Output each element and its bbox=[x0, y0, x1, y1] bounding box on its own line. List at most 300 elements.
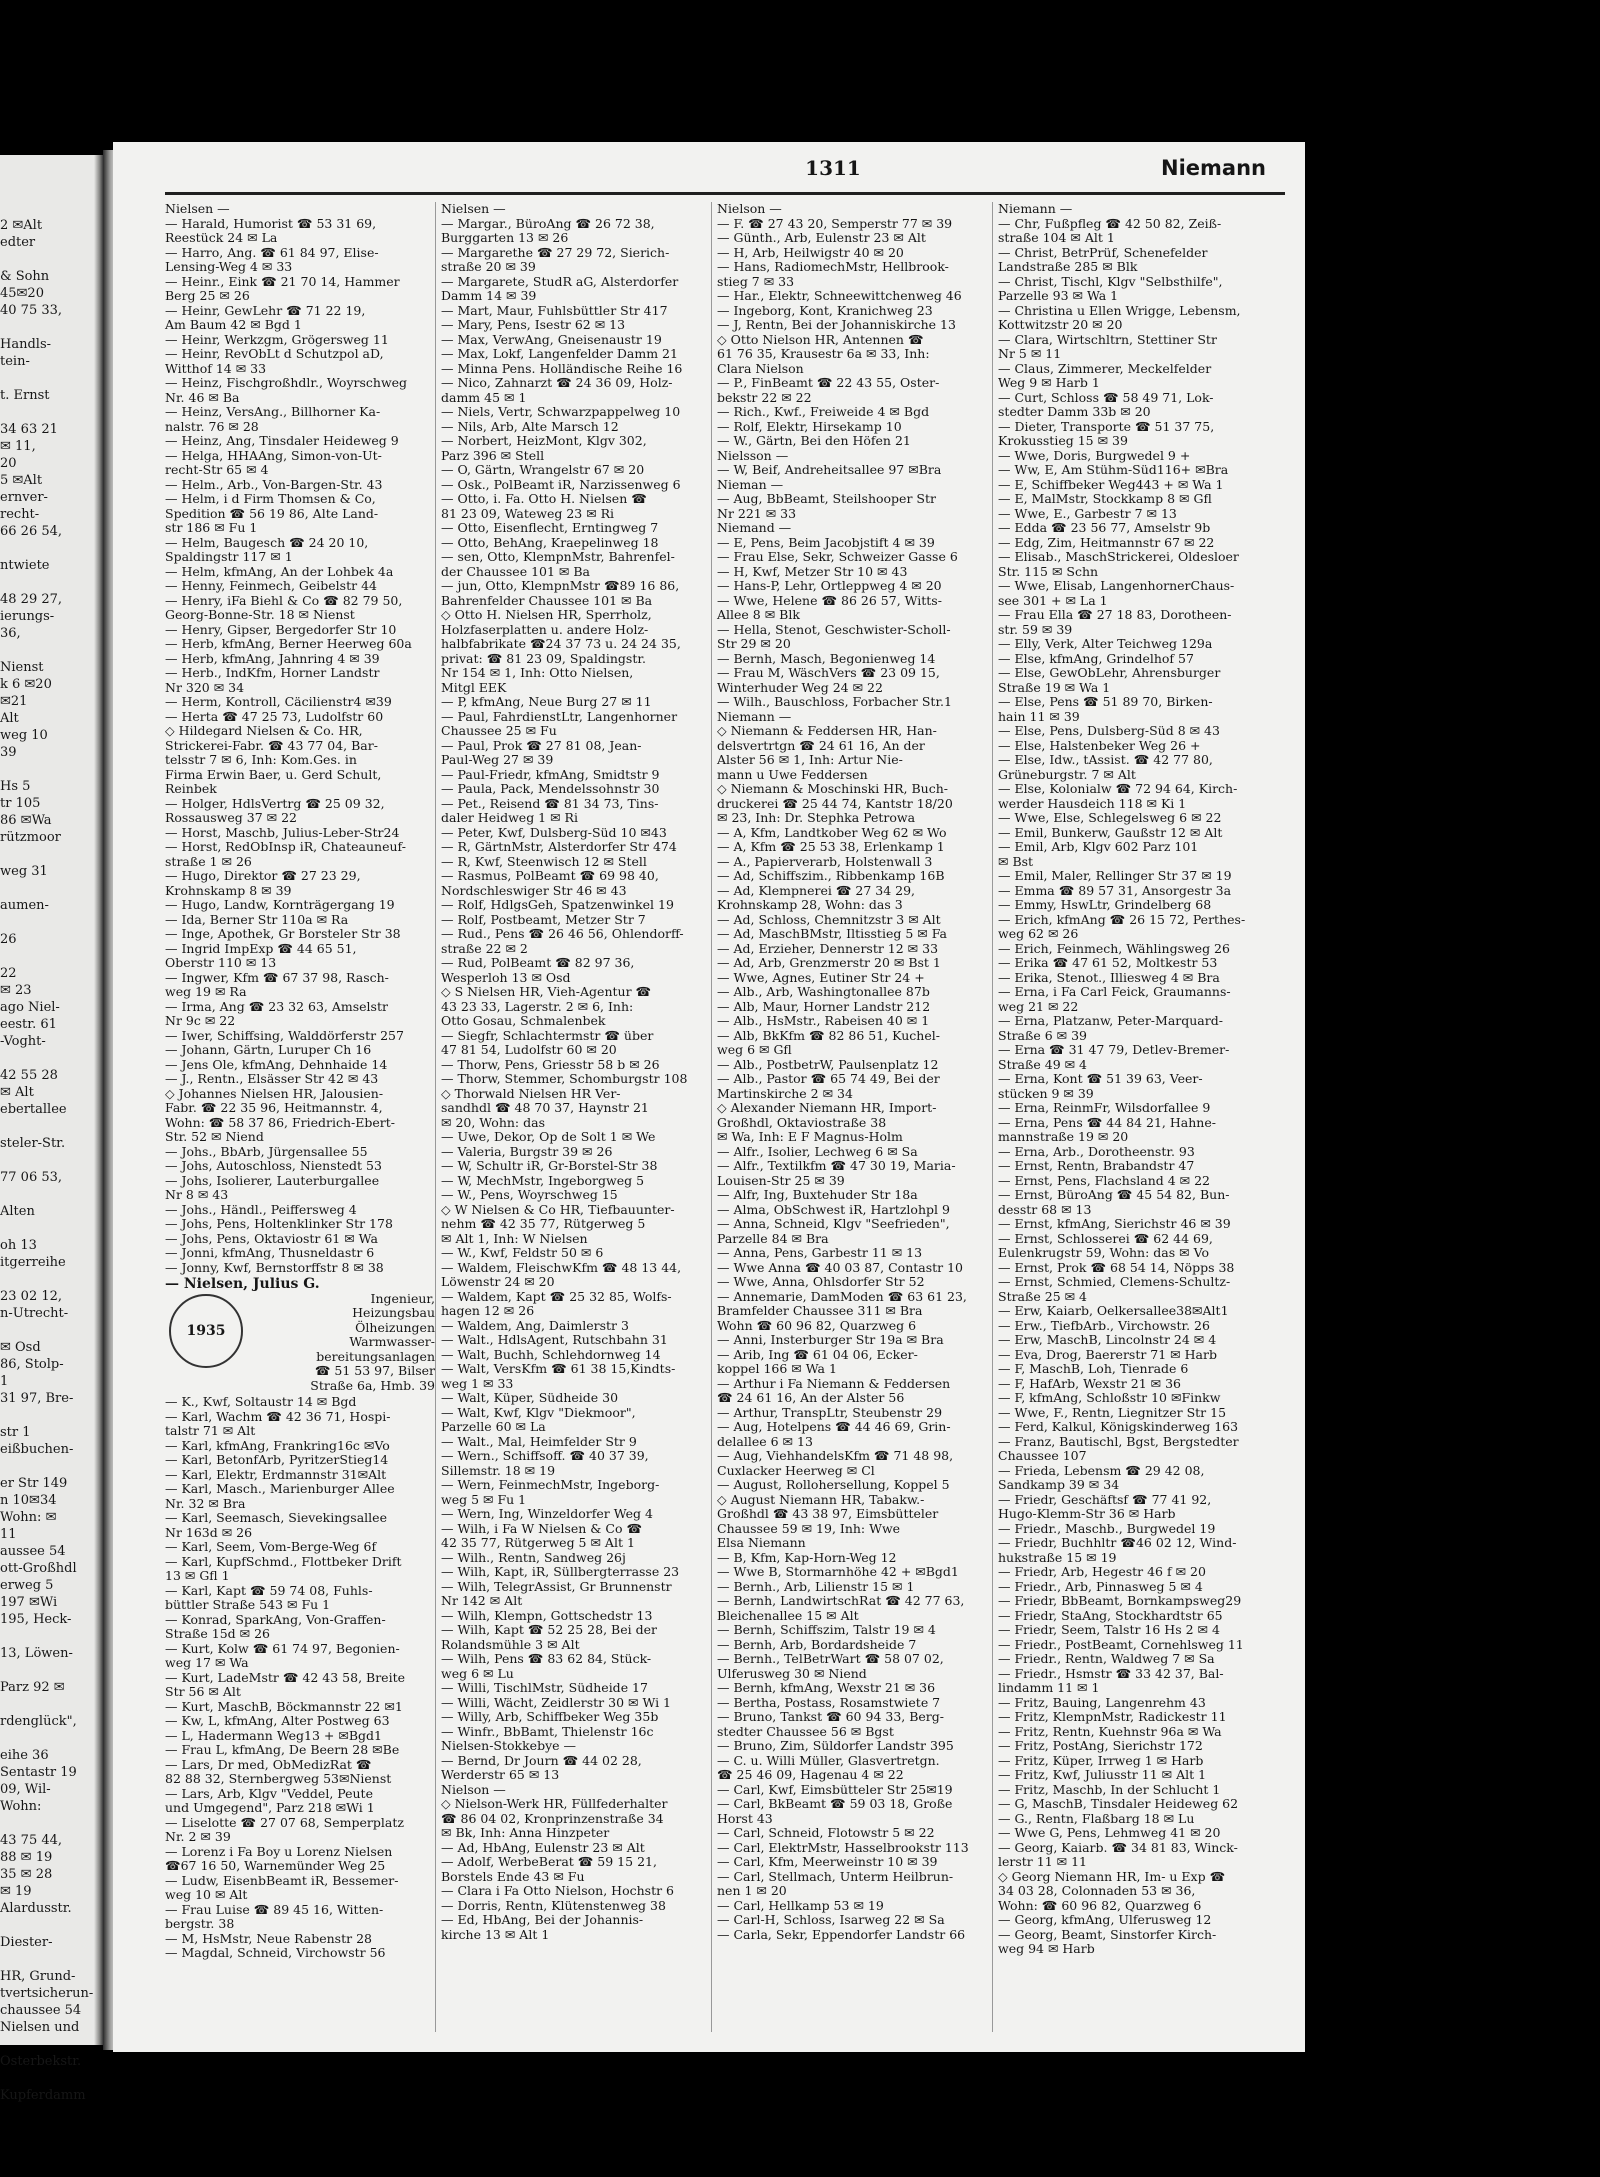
directory-entry-line: — Heinz, Ang, Tinsdaler Heideweg 9 bbox=[165, 433, 399, 448]
directory-entry-line: Weg 9 ✉ Harb 1 bbox=[998, 375, 1100, 390]
left-page-fragment: Alten bbox=[0, 1204, 35, 1219]
left-page-fragment: 20 bbox=[0, 456, 17, 471]
directory-entry-line: — Curt, Schloss ☎ 58 49 71, Lok- bbox=[998, 389, 1214, 405]
directory-entry-line: Wohn ☎ 60 96 82, Quarzweg 6 bbox=[717, 1317, 917, 1333]
directory-entry-line: Straße 19 ✉ Wa 1 bbox=[998, 679, 1111, 695]
left-page-fragment bbox=[0, 251, 100, 268]
directory-entry-line: — Ernst, Schlosserei ☎ 62 44 69, bbox=[998, 1230, 1213, 1246]
directory-entry-line: Horst 43 bbox=[717, 1810, 773, 1826]
directory-entry-line: ◇ Nielson-Werk HR, Füllfederhalter bbox=[441, 1796, 668, 1811]
left-page-edge bbox=[0, 155, 103, 2103]
directory-entry-line: — Ferd, Kalkul, Königskinderweg 163 bbox=[998, 1419, 1239, 1434]
directory-entry-line: — Nico, Zahnarzt ☎ 24 36 09, Holz- bbox=[441, 375, 673, 390]
left-page-fragment: 13, Löwen- bbox=[0, 1646, 73, 1661]
directory-entry-line: — Wwe, Agnes, Eutiner Str 24 + bbox=[717, 969, 925, 985]
directory-entry-line: ✉ Bk, Inh: Anna Hinzpeter bbox=[441, 1825, 610, 1840]
display-entry-line: Ingenieur, bbox=[370, 1290, 435, 1306]
left-page-fragment: Diester- bbox=[0, 1935, 53, 1950]
directory-entry-line: — Fritz, Maschb, In der Schlucht 1 bbox=[998, 1781, 1221, 1797]
directory-entry-line: — Karl, Elektr, Erdmannstr 31✉Alt bbox=[165, 1466, 387, 1482]
directory-entry-line: Georg-Bonne-Str. 18 ✉ Nienst bbox=[165, 607, 355, 622]
left-page-fragment: edter bbox=[0, 235, 36, 250]
directory-entry-line: — G., Rentn, Flaßbarg 18 ✉ Lu bbox=[998, 1810, 1195, 1826]
left-page-fragment: ✉21 bbox=[0, 694, 28, 709]
directory-entry-line: — Bernh, Arb, Bordardsheide 7 bbox=[717, 1636, 917, 1652]
directory-entry-line: — Ad, MaschBMstr, Iltisstieg 5 ✉ Fa bbox=[717, 926, 947, 941]
directory-entry-line: talstr 71 ✉ Alt bbox=[165, 1423, 256, 1438]
directory-entry-line: nen 1 ✉ 20 bbox=[717, 1883, 787, 1898]
directory-entry-line: — Chr, Fußpfleg ☎ 42 50 82, Zeiß- bbox=[998, 215, 1222, 231]
directory-entry-line: — Emma ☎ 89 57 31, Ansorgestr 3a bbox=[998, 882, 1232, 898]
directory-column-3 bbox=[717, 202, 987, 1942]
directory-entry-line: — Bernh., TelBetrWart ☎ 58 07 02, bbox=[717, 1651, 944, 1666]
directory-entry-line: — F, kfmAng, Schloßstr 10 ✉Finkw bbox=[998, 1390, 1221, 1405]
display-entry-line: Straße 6a, Hmb. 39 bbox=[310, 1377, 435, 1393]
directory-entry-line: Martinskirche 2 ✉ 34 bbox=[717, 1085, 853, 1101]
surname-heading: Niemann — bbox=[998, 201, 1073, 216]
directory-entry-line: — E, Schiffbeker Weg443 + ✉ Wa 1 bbox=[998, 476, 1224, 492]
directory-entry-line: — Friedr, Buchhltr ☎46 02 12, Wind- bbox=[998, 1535, 1237, 1550]
directory-entry-line: — Alb., Pastor ☎ 65 74 49, Bei der bbox=[717, 1071, 940, 1086]
directory-entry-line: Nr 163d ✉ 26 bbox=[165, 1524, 253, 1540]
directory-entry-line: — Bernh, LandwirtschRat ☎ 42 77 63, bbox=[717, 1593, 965, 1608]
left-page-fragment: rdenglück", bbox=[0, 1714, 77, 1729]
left-page-gutter-shadow bbox=[94, 155, 103, 2045]
directory-entry-line: — Friedr, StaAng, Stockhardtstr 65 bbox=[998, 1607, 1223, 1623]
directory-entry-line: — Willi, Wächt, Zeidlerstr 30 ✉ Wi 1 bbox=[441, 1694, 671, 1710]
directory-entry-line: — Iwer, Schiffsing, Walddörferstr 257 bbox=[165, 1027, 404, 1043]
directory-entry-line: Str. 52 ✉ Niend bbox=[165, 1129, 264, 1144]
display-entry-line: ☎ 51 53 97, Bilser bbox=[314, 1363, 435, 1378]
left-page-fragment bbox=[0, 1917, 100, 1934]
directory-entry-line: — Rasmus, PolBeamt ☎ 69 98 40, bbox=[441, 868, 659, 883]
left-page-fragment: aussee 54 bbox=[0, 1544, 66, 1559]
surname-heading: Niemann — bbox=[717, 708, 792, 724]
directory-entry-line: ◇ Johannes Nielsen HR, Jalousien- bbox=[165, 1085, 384, 1101]
left-page-fragment bbox=[0, 1458, 100, 1475]
directory-entry-line: lindamm 11 ✉ 1 bbox=[998, 1680, 1100, 1695]
directory-entry-line: — Alfr, Ing, Buxtehuder Str 18a bbox=[717, 1187, 918, 1202]
directory-entry-line: Landstraße 285 ✉ Blk bbox=[998, 259, 1138, 274]
directory-entry-line: — Alb., Arb, Washingtonallee 87b bbox=[717, 984, 930, 999]
left-page-fragment bbox=[0, 2070, 100, 2087]
left-page-fragment: ✉ 19 bbox=[0, 1884, 32, 1899]
directory-entry-line: — Walt, Kwf, Klgv "Diekmoor", bbox=[441, 1404, 636, 1420]
directory-entry-line: Wesperloh 13 ✉ Osd bbox=[441, 969, 571, 985]
directory-entry-line: — Clara i Fa Otto Nielson, Hochstr 6 bbox=[441, 1883, 674, 1898]
directory-entry-line: — Friedr, BbBeamt, Bornkampsweg29 bbox=[998, 1593, 1242, 1608]
directory-entry-line: — H, Kwf, Metzer Str 10 ✉ 43 bbox=[717, 563, 908, 579]
directory-entry-line: — Johann, Gärtn, Luruper Ch 16 bbox=[165, 1042, 372, 1057]
directory-entry-line: Burggarten 13 ✉ 26 bbox=[441, 230, 569, 245]
directory-entry-line: — Walt., Mal, Heimfelder Str 9 bbox=[441, 1433, 637, 1449]
directory-entry-line: Nr. 46 ✉ Ba bbox=[165, 389, 240, 405]
left-page-fragment: 11 bbox=[0, 1527, 17, 1542]
directory-entry-line: — Frau L, kfmAng, De Beern 28 ✉Be bbox=[165, 1742, 400, 1757]
directory-entry-line: — Minna Pens. Holländische Reihe 16 bbox=[441, 360, 683, 376]
directory-entry-line: — Erna, ReinmFr, Wilsdorfallee 9 bbox=[998, 1100, 1211, 1115]
directory-entry-line: Parzelle 84 ✉ Bra bbox=[717, 1230, 829, 1246]
directory-entry-line: recht-Str 65 ✉ 4 bbox=[165, 462, 269, 477]
display-entry bbox=[165, 1277, 435, 1393]
directory-entry-line: — Frau Ella ☎ 27 18 83, Dorotheen- bbox=[998, 607, 1232, 622]
directory-entry-line: — Carl, Kwf, Eimsbütteler Str 25✉19 bbox=[717, 1781, 953, 1797]
left-page-fragment bbox=[0, 880, 100, 897]
left-page-fragment: n 10✉34 bbox=[0, 1493, 57, 1508]
left-page-fragment bbox=[0, 1271, 100, 1288]
directory-entry-line: Wohn: ☎ 60 96 82, Quarzweg 6 bbox=[998, 1897, 1202, 1913]
directory-entry-line: Spaldingstr 117 ✉ 1 bbox=[165, 549, 293, 564]
directory-entry-line: — Erw, MaschB, Lincolnstr 24 ✉ 4 bbox=[998, 1332, 1217, 1347]
directory-entry-line: — Else, GewObLehr, Ahrensburger bbox=[998, 665, 1221, 680]
directory-entry-line: Parzelle 93 ✉ Wa 1 bbox=[998, 288, 1119, 303]
left-page-fragment: tein- bbox=[0, 354, 30, 369]
directory-entry-line: — Carl, Hellkamp 53 ✉ 19 bbox=[717, 1897, 884, 1913]
directory-entry-line: — Thorw, Stemmer, Schomburgstr 108 bbox=[441, 1071, 688, 1086]
directory-entry-line: — W., Pens, Woyrschweg 15 bbox=[441, 1187, 618, 1202]
directory-entry-line: Chaussee 107 bbox=[998, 1448, 1087, 1463]
directory-entry-line: stücken 9 ✉ 39 bbox=[998, 1085, 1094, 1101]
left-page-fragment: 48 29 27, bbox=[0, 592, 63, 607]
left-page-fragment: Osterbekstr. bbox=[0, 2054, 82, 2069]
directory-entry-line: Strickerei-Fabr. ☎ 43 77 04, Bar- bbox=[165, 737, 378, 753]
directory-entry-line: — Friedr., PostBeamt, Cornehlsweg 11 bbox=[998, 1636, 1244, 1652]
directory-entry-line: — Margarete, StudR aG, Alsterdorfer bbox=[441, 273, 679, 289]
directory-entry-line: — Helga, HHAAng, Simon-von-Ut- bbox=[165, 447, 382, 463]
display-entry-line: Ölheizungen bbox=[355, 1319, 435, 1335]
left-page-fragment bbox=[0, 846, 100, 863]
directory-entry-line: — Aug, Hotelpens ☎ 44 46 69, Grin- bbox=[717, 1419, 951, 1434]
left-page-fragment: Wohn: ✉ bbox=[0, 1510, 57, 1525]
left-page-fragment: 43 75 44, bbox=[0, 1833, 63, 1848]
directory-entry-line: ☎67 16 50, Warnemünder Weg 25 bbox=[165, 1858, 386, 1873]
surname-heading: Nielsen-Stokkebye — bbox=[441, 1738, 577, 1753]
directory-entry-line: — Alb, BkKfm ☎ 82 86 51, Kuchel- bbox=[717, 1027, 940, 1043]
directory-entry-line: — Else, Idw., tAssist. ☎ 42 77 80, bbox=[998, 752, 1213, 767]
directory-entry-line: Straße 15d ✉ 26 bbox=[165, 1626, 270, 1641]
display-entry-line: Warmwasser- bbox=[349, 1334, 435, 1349]
directory-entry-line: Grüneburgstr. 7 ✉ Alt bbox=[998, 766, 1136, 782]
left-page-fragment: Kupferdamm bbox=[0, 2088, 86, 2103]
directory-entry-line: — sen, Otto, KlempnMstr, Bahrenfel- bbox=[441, 549, 675, 564]
left-page-fragment: eestr. 61 bbox=[0, 1017, 57, 1032]
directory-entry-line: Nr 9c ✉ 22 bbox=[165, 1013, 236, 1028]
directory-entry-line: — Waldem, Ang, Daimlerstr 3 bbox=[441, 1317, 629, 1333]
directory-entry-line: — Erich, kfmAng ☎ 26 15 72, Perthes- bbox=[998, 911, 1246, 927]
directory-entry-line: Nr 8 ✉ 43 bbox=[165, 1187, 229, 1202]
directory-entry-line: ✉ Alt 1, Inh: W Nielsen bbox=[441, 1230, 588, 1246]
directory-entry-line: — Carl, Schneid, Flotowstr 5 ✉ 22 bbox=[717, 1825, 935, 1840]
directory-entry-line: — Bernh, Schiffszim, Talstr 19 ✉ 4 bbox=[717, 1622, 936, 1637]
directory-entry-line: Chaussee 25 ✉ Fu bbox=[441, 723, 557, 738]
directory-entry-line: ✉ Bst bbox=[998, 853, 1034, 869]
left-page-fragment: Nienst bbox=[0, 660, 44, 675]
directory-entry-line: — Ad, Klempnerei ☎ 27 34 29, bbox=[717, 882, 916, 898]
directory-entry-line: — Heinr, RevObLt d Schutzpol aD, bbox=[165, 346, 384, 361]
directory-entry-line: Nr 154 ✉ 1, Inh: Otto Nielsen, bbox=[441, 665, 634, 680]
directory-entry-line: — Carl-H, Schloss, Isarweg 22 ✉ Sa bbox=[717, 1912, 945, 1927]
left-page-fragment: n-Utrecht- bbox=[0, 1306, 69, 1321]
directory-entry-line: — Wilh, Pens ☎ 83 62 84, Stück- bbox=[441, 1651, 652, 1666]
surname-heading: Nielsson — bbox=[717, 447, 789, 463]
directory-entry-line: Bleichenallee 15 ✉ Alt bbox=[717, 1607, 859, 1623]
left-page-fragment: 2 ✉Alt bbox=[0, 218, 43, 233]
directory-entry-line: — Friedr., Hsmstr ☎ 33 42 37, Bal- bbox=[998, 1665, 1224, 1681]
left-page-fragment: 197 ✉Wi bbox=[0, 1595, 58, 1610]
directory-entry-line: 42 35 77, Rütgerweg 5 ✉ Alt 1 bbox=[441, 1535, 635, 1550]
directory-entry-line: Hugo-Klemm-Str 36 ✉ Harb bbox=[998, 1506, 1176, 1521]
surname-heading: Nieman — bbox=[717, 476, 784, 492]
left-page-text bbox=[0, 217, 100, 2104]
left-page-fragment: aumen- bbox=[0, 898, 49, 913]
directory-entry-line: — Else, kfmAng, Grindelhof 57 bbox=[998, 650, 1194, 666]
directory-entry-line: — Wwe, E., Garbestr 7 ✉ 13 bbox=[998, 505, 1177, 521]
left-page-fragment: 23 02 12, bbox=[0, 1289, 63, 1304]
directory-entry-line: — Ingwer, Kfm ☎ 67 37 98, Rasch- bbox=[165, 969, 389, 985]
directory-entry-line: — Karl, KupfSchmd., Flottbeker Drift bbox=[165, 1553, 402, 1569]
left-page-fragment: 1 bbox=[0, 1374, 9, 1389]
directory-entry-line: — Friedr, Arb, Hegestr 46 f ✉ 20 bbox=[998, 1564, 1206, 1579]
directory-entry-line: — Fritz, Bauing, Langenrehm 43 bbox=[998, 1694, 1206, 1710]
directory-entry-line: — Johs., Händl., Peiffersweg 4 bbox=[165, 1201, 357, 1217]
left-page-fragment: t. Ernst bbox=[0, 388, 50, 403]
directory-entry-line: — M, HsMstr, Neue Rabenstr 28 bbox=[165, 1930, 372, 1946]
left-page-fragment: -Voght- bbox=[0, 1034, 46, 1049]
left-page-fragment bbox=[0, 1407, 100, 1424]
directory-entry-line: — Friedr., Maschb., Burgwedel 19 bbox=[998, 1520, 1216, 1536]
directory-entry-line: — Norbert, HeizMont, Klgv 302, bbox=[441, 433, 647, 448]
directory-entry-line: — L, Hadermann Weg13 + ✉Bgd1 bbox=[165, 1727, 382, 1743]
directory-entry-line: — Har., Elektr, Schneewittchenweg 46 bbox=[717, 288, 962, 303]
directory-entry-line: — Otto, Eisenflecht, Erntingweg 7 bbox=[441, 520, 659, 535]
left-page-fragment bbox=[0, 1050, 100, 1067]
directory-entry-line: — Arthur, TranspLtr, Steubenstr 29 bbox=[717, 1404, 943, 1420]
directory-entry-line: — Erika, Stenot., Illiesweg 4 ✉ Bra bbox=[998, 969, 1220, 985]
directory-entry-line: — Wwe Anna ☎ 40 03 87, Contastr 10 bbox=[717, 1259, 964, 1275]
column-divider bbox=[711, 202, 712, 2032]
directory-entry-line: — Wilh., Bauschloss, Forbacher Str.1 bbox=[717, 694, 952, 709]
directory-entry-line: — Georg, kfmAng, Ulferusweg 12 bbox=[998, 1912, 1212, 1927]
directory-entry-line: Rossausweg 37 ✉ 22 bbox=[165, 810, 297, 825]
directory-entry-line: — Herb, kfmAng, Berner Heerweg 60a bbox=[165, 636, 412, 651]
directory-entry-line: — Erna, i Fa Carl Feick, Graumanns- bbox=[998, 984, 1231, 999]
directory-entry-line: — Harro, Ang. ☎ 61 84 97, Elise- bbox=[165, 244, 379, 260]
directory-entry-line: — A., Papierverarb, Holstenwall 3 bbox=[717, 853, 933, 869]
directory-entry-line: — Ludw, EisenbBeamt iR, Bessemer- bbox=[165, 1872, 399, 1888]
directory-entry-line: weg 17 ✉ Wa bbox=[165, 1655, 249, 1670]
left-page-fragment: weg 10 bbox=[0, 728, 48, 743]
directory-entry-line: — Thorw, Pens, Griesstr 58 b ✉ 26 bbox=[441, 1056, 660, 1072]
directory-entry-line: — Mart, Maur, Fuhlsbüttler Str 417 bbox=[441, 302, 668, 318]
directory-entry-line: — B, Kfm, Kap-Horn-Weg 12 bbox=[717, 1549, 897, 1565]
directory-entry-line: — Alfr., Textilkfm ☎ 47 30 19, Maria- bbox=[717, 1158, 956, 1173]
directory-entry-line: — Johs, Isolierer, Lauterburgallee bbox=[165, 1172, 380, 1188]
directory-entry-line: — O, Gärtn, Wrangelstr 67 ✉ 20 bbox=[441, 462, 645, 477]
directory-entry-line: ◇ August Niemann HR, Tabakw.- bbox=[717, 1491, 925, 1507]
left-page-fragment: 36, bbox=[0, 626, 21, 641]
directory-entry-line: — Ad, HbAng, Eulenstr 23 ✉ Alt bbox=[441, 1839, 645, 1855]
left-page-fragment: ✉ 23 bbox=[0, 983, 32, 998]
directory-entry-line: — Walt, VersKfm ☎ 61 38 15,Kindts- bbox=[441, 1361, 676, 1376]
directory-entry-line: — Jens Ole, kfmAng, Dehnhaide 14 bbox=[165, 1056, 388, 1072]
directory-entry-line: Löwenstr 24 ✉ 20 bbox=[441, 1274, 555, 1289]
directory-entry-line: Krohnskamp 28, Wohn: das 3 bbox=[717, 897, 903, 912]
left-page-fragment bbox=[0, 1951, 100, 1968]
directory-entry-line: — Erna, Platzanw, Peter-Marquard- bbox=[998, 1013, 1223, 1028]
left-page-fragment: weg 31 bbox=[0, 864, 48, 879]
directory-entry-line: — Niels, Vertr, Schwarzpappelweg 10 bbox=[441, 404, 681, 419]
directory-entry-line: — Frau Luise ☎ 89 45 16, Witten- bbox=[165, 1901, 384, 1917]
left-page-fragment bbox=[0, 540, 100, 557]
surname-heading: Nielsen — bbox=[441, 201, 506, 216]
directory-entry-line: — Helm., Arb., Von-Bargen-Str. 43 bbox=[165, 476, 383, 492]
directory-entry-line: — Paul-Friedr, kfmAng, Smidtstr 9 bbox=[441, 766, 660, 782]
directory-entry-line: — J, Rentn, Bei der Johanniskirche 13 bbox=[717, 317, 956, 332]
left-page-fragment: ntwiete bbox=[0, 558, 50, 573]
directory-entry-line: — Kurt, Kolw ☎ 61 74 97, Begonien- bbox=[165, 1640, 400, 1656]
directory-entry-line: ☎ 25 46 09, Hagenau 4 ✉ 22 bbox=[717, 1767, 904, 1782]
directory-entry-line: Allee 8 ✉ Blk bbox=[717, 607, 800, 622]
directory-entry-line: stieg 7 ✉ 33 bbox=[717, 273, 795, 289]
directory-entry-line: — Ernst, Rentn, Brabandstr 47 bbox=[998, 1158, 1195, 1173]
directory-entry-line: ✉ Wa, Inh: E F Magnus-Holm bbox=[717, 1129, 903, 1144]
left-page-fragment: eißbuchen- bbox=[0, 1442, 74, 1457]
directory-entry-line: — W, Beif, Andreheitsallee 97 ✉Bra bbox=[717, 462, 942, 477]
left-page-fragment: oh 13 bbox=[0, 1238, 37, 1253]
left-page-fragment: 5 ✉Alt bbox=[0, 473, 43, 488]
directory-entry-line: Str 56 ✉ Alt bbox=[165, 1684, 241, 1699]
directory-entry-line: Nordschleswiger Str 46 ✉ 43 bbox=[441, 882, 627, 898]
left-page-fragment: 77 06 53, bbox=[0, 1170, 63, 1185]
directory-entry-line: — Osk., PolBeamt iR, Narzissenweg 6 bbox=[441, 476, 681, 492]
directory-entry-line: — Rich., Kwf., Freiweide 4 ✉ Bgd bbox=[717, 404, 930, 419]
directory-entry-line: — F, HafArb, Wexstr 21 ✉ 36 bbox=[998, 1375, 1181, 1391]
directory-entry-line: Nr 142 ✉ Alt bbox=[441, 1593, 523, 1608]
directory-entry-line: Spedition ☎ 56 19 86, Alte Land- bbox=[165, 505, 379, 521]
surname-heading: Nielson — bbox=[717, 201, 782, 216]
directory-entry-line: — F, MaschB, Loh, Tienrade 6 bbox=[998, 1361, 1189, 1376]
directory-entry-line: Wohn: ☎ 58 37 86, Friedrich-Ebert- bbox=[165, 1114, 396, 1130]
left-page-fragment bbox=[0, 1662, 100, 1679]
directory-entry-line: — Bertha, Postass, Rosamstwiete 7 bbox=[717, 1694, 941, 1710]
directory-entry-line: stedter Damm 33b ✉ 20 bbox=[998, 404, 1151, 419]
left-page-fragment bbox=[0, 1730, 100, 1747]
directory-entry-line: — Rud, PolBeamt ☎ 82 97 36, bbox=[441, 955, 635, 970]
left-page-fragment: Parz 92 ✉ bbox=[0, 1680, 65, 1695]
directory-entry-line: — Erna ☎ 31 47 79, Detlev-Bremer- bbox=[998, 1042, 1230, 1057]
directory-entry-line: — Frieda, Lebensm ☎ 29 42 08, bbox=[998, 1462, 1205, 1478]
directory-entry-line: — Herb., IndKfm, Horner Landstr bbox=[165, 665, 380, 680]
directory-entry-line: — Horst, Maschb, Julius-Leber-Str24 bbox=[165, 824, 400, 840]
directory-entry-line: — H, Arb, Heilwigstr 40 ✉ 20 bbox=[717, 244, 904, 260]
directory-entry-line: Fabr. ☎ 22 35 96, Heitmannstr. 4, bbox=[165, 1100, 383, 1115]
directory-entry-line: — Wern, Ing, Winzeldorfer Weg 4 bbox=[441, 1506, 653, 1521]
directory-entry-line: — Karl, kfmAng, Frankring16c ✉Vo bbox=[165, 1437, 390, 1453]
directory-entry-line: hain 11 ✉ 39 bbox=[998, 708, 1080, 724]
left-page-fragment: 40 75 33, bbox=[0, 303, 63, 318]
left-page-fragment: 195, Heck- bbox=[0, 1612, 72, 1627]
directory-entry-line: weg 21 ✉ 22 bbox=[998, 998, 1079, 1014]
directory-entry-line: delallee 6 ✉ 13 bbox=[717, 1433, 813, 1449]
directory-entry-line: — Pet., Reisend ☎ 81 34 73, Tins- bbox=[441, 795, 659, 811]
directory-entry-line: — Waldem, FleischwKfm ☎ 48 13 44, bbox=[441, 1259, 682, 1275]
directory-entry-line: — Karl, Masch., Marienburger Allee bbox=[165, 1481, 395, 1496]
directory-entry-line: — Ingeborg, Kont, Kranichweg 23 bbox=[717, 302, 933, 318]
directory-entry-line: — Anna, Schneid, Klgv "Seefrieden", bbox=[717, 1216, 950, 1231]
directory-entry-line: — Kurt, MaschB, Böckmannstr 22 ✉1 bbox=[165, 1698, 403, 1714]
directory-entry-line: — Hans, RadiomechMstr, Hellbrook- bbox=[717, 259, 949, 274]
directory-entry-line: — Ernst, kfmAng, Sierichstr 46 ✉ 39 bbox=[998, 1216, 1231, 1231]
directory-entry-line: Borstels Ende 43 ✉ Fu bbox=[441, 1868, 585, 1884]
left-page-fragment: 86 ✉Wa bbox=[0, 813, 52, 828]
directory-entry-line: — Erna, Arb., Dorotheenstr. 93 bbox=[998, 1143, 1195, 1159]
directory-entry-line: Großhdl ☎ 43 38 97, Eimsbütteler bbox=[717, 1506, 939, 1521]
directory-entry-line: — Aug, ViehhandelsKfm ☎ 71 48 98, bbox=[717, 1448, 954, 1463]
directory-entry-line: — Arthur i Fa Niemann & Feddersen bbox=[717, 1375, 951, 1391]
directory-entry-line: — Wilh, i Fa W Nielsen & Co ☎ bbox=[441, 1520, 643, 1536]
directory-entry-line: — Christ, BetrPrüf, Schenefelder bbox=[998, 244, 1208, 260]
directory-entry-line: — Christ, Tischl, Klgv "Selbsthilfe", bbox=[998, 273, 1223, 289]
directory-entry-line: — Rud., Pens ☎ 26 46 56, Ohlendorff- bbox=[441, 926, 684, 941]
directory-entry-line: — Fritz, Rentn, Kuehnstr 96a ✉ Wa bbox=[998, 1723, 1222, 1739]
directory-entry-line: — Wilh, Klempn, Gottschedstr 13 bbox=[441, 1607, 653, 1623]
directory-entry-line: — A, Kfm ☎ 25 53 38, Erlenkamp 1 bbox=[717, 839, 945, 854]
column-divider bbox=[992, 202, 993, 2032]
directory-entry-line: — Paul, FahrdienstLtr, Langenhorner bbox=[441, 708, 678, 724]
surname-heading: Niemand — bbox=[717, 520, 792, 535]
directory-entry-line: — Ad, Arb, Grenzmerstr 20 ✉ Bst 1 bbox=[717, 955, 941, 970]
directory-entry-line: straße 22 ✉ 2 bbox=[441, 940, 528, 956]
directory-entry-line: — Alfr., Isolier, Lechweg 6 ✉ Sa bbox=[717, 1143, 918, 1159]
directory-entry-line: — Otto, i. Fa. Otto H. Nielsen ☎ bbox=[441, 491, 647, 506]
directory-entry-line: — Wwe, Elisab, LangenhornerChaus- bbox=[998, 578, 1235, 593]
left-page-fragment: chaussee 54 bbox=[0, 2003, 82, 2018]
directory-entry-line: str 186 ✉ Fu 1 bbox=[165, 520, 258, 535]
directory-entry-line: — Fritz, Küper, Irrweg 1 ✉ Harb bbox=[998, 1752, 1204, 1768]
directory-entry-line: Alster 56 ✉ 1, Inh: Artur Nie- bbox=[717, 752, 903, 767]
directory-page bbox=[113, 142, 1305, 2052]
directory-entry-line: — Ernst, BüroAng ☎ 45 54 82, Bun- bbox=[998, 1187, 1230, 1202]
directory-entry-line: Berg 25 ✉ 26 bbox=[165, 288, 250, 303]
directory-entry-line: Parz 396 ✉ Stell bbox=[441, 447, 545, 463]
directory-entry-line: Reestück 24 ✉ La bbox=[165, 230, 278, 245]
left-page-fragment bbox=[0, 761, 100, 778]
directory-entry-line: — Otto, BehAng, Kraepelinweg 18 bbox=[441, 534, 659, 550]
directory-entry-line: — Herb, kfmAng, Jahnring 4 ✉ 39 bbox=[165, 650, 380, 666]
left-page-fragment: ✉ 11, bbox=[0, 439, 36, 454]
directory-entry-line: — Walt, Küper, Südheide 30 bbox=[441, 1390, 619, 1405]
directory-entry-line: — Jonni, kfmAng, Thusneldastr 6 bbox=[165, 1245, 375, 1260]
left-page-fragment: itgerreihe bbox=[0, 1255, 66, 1270]
left-page-fragment: k 6 ✉20 bbox=[0, 677, 52, 692]
directory-entry-line: — Uwe, Dekor, Op de Solt 1 ✉ We bbox=[441, 1129, 656, 1144]
directory-entry-line: — Fritz, PostAng, Sierichstr 172 bbox=[998, 1738, 1203, 1753]
left-page-fragment bbox=[0, 948, 100, 965]
directory-entry-line: — Bernh, kfmAng, Wexstr 21 ✉ 36 bbox=[717, 1680, 936, 1695]
directory-entry-line: Lensing-Weg 4 ✉ 33 bbox=[165, 259, 293, 274]
directory-entry-line: — Friedr., Arb, Pinnasweg 5 ✉ 4 bbox=[998, 1578, 1203, 1594]
directory-entry-line: Nr. 2 ✉ 39 bbox=[165, 1829, 231, 1844]
anniversary-emblem: 1935 bbox=[169, 1294, 243, 1368]
left-page-fragment: 66 26 54, bbox=[0, 524, 63, 539]
directory-entry-line: — Johs, Autoschloss, Nienstedt 53 bbox=[165, 1158, 382, 1173]
directory-entry-line: — Dorris, Rentn, Klütenstenweg 38 bbox=[441, 1897, 666, 1913]
directory-entry-line: — Lars, Arb, Klgv "Veddel, Peute bbox=[165, 1785, 373, 1801]
directory-entry-line: Straße 49 ✉ 4 bbox=[998, 1056, 1088, 1072]
directory-entry-line: — Walt, Buchh, Schlehdornweg 14 bbox=[441, 1346, 661, 1362]
directory-entry-line: — P, kfmAng, Neue Burg 27 ✉ 11 bbox=[441, 694, 652, 709]
surname-heading: Nielson — bbox=[441, 1781, 506, 1797]
